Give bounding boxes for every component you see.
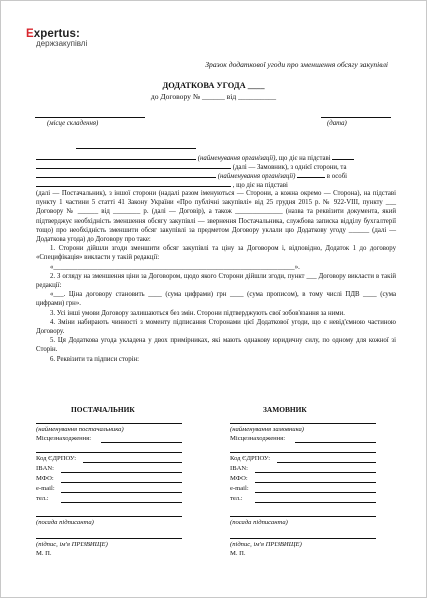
customer-email-rule — [255, 492, 376, 493]
supplier-basis-text: , що діє на підставі — [232, 182, 288, 189]
clause-1-specification: «_______________________________________________________________________». — [50, 263, 300, 271]
supplier-person-line — [297, 170, 325, 178]
supplier-edrpou-label: Код ЄДРПОУ: — [36, 455, 77, 462]
supplier-email-label: e-mail: — [36, 485, 55, 492]
document-title: ДОДАТКОВА УГОДА ____ — [162, 81, 265, 90]
supplier-mfo-rule — [61, 482, 182, 483]
supplier-iban-rule — [61, 472, 182, 473]
date-line — [321, 117, 391, 118]
place-line — [35, 117, 145, 118]
place-label: (місце складення) — [47, 120, 99, 127]
clause-3: 3. Усі інші умови Договору залишаються без змін. Сторони підтверджують свої зобов'язання за ними. — [50, 309, 345, 317]
customer-position-rule — [230, 516, 376, 517]
customer-basis-fill-line — [36, 161, 231, 169]
supplier-name-label: (найменування постачальника) — [36, 426, 124, 433]
clause-5: 5. Ця Додаткова угода укладена у двох примірниках, які мають однакову юридичну силу, по одному для кожної зі Сторін. — [36, 337, 396, 354]
logo-brand-initial: E — [26, 28, 34, 40]
customer-basis-line — [332, 152, 354, 160]
customer-name-label: (найменування замовника) — [230, 426, 304, 433]
customer-email-label: e-mail: — [230, 485, 249, 492]
customer-signature-rule — [230, 538, 376, 539]
customer-mfo-label: МФО: — [230, 475, 248, 482]
customer-org-label: (найменування організації) — [197, 155, 276, 162]
clause-1: 1. Сторони дійшли згоди зменшити обсяг закупівлі та ціну за Договором і, відповідно, Додаток 1 до договору «Специфікація» викласти у такій редакції: — [36, 245, 396, 262]
customer-mfo-rule — [255, 482, 376, 483]
supplier-person-fill-line — [36, 179, 231, 187]
supplier-stamp-label: М. П. — [36, 550, 52, 557]
supplier-email-rule — [61, 492, 182, 493]
expertus-logo — [26, 28, 87, 48]
supplier-title: ПОСТАЧАЛЬНИК — [71, 405, 135, 414]
sample-caption: Зразок додаткової угоди про зменшення обсягу закупівлі — [205, 60, 388, 69]
body-intro: (далі — Постачальник), з іншої сторони (надалі разом іменуються — Сторони, а кожна окремо — Сторона), на підставі пункту 1 частини 5 статті 41 Закону України «Про публічні закупівлі» від 25 грудня 2015 р. № 922-VIII, пункту ___ Договору № ______ від ________ р. (далі — Договір), а також ______________ (назва та реквізити документа, який підтверджує необхідність зменшення обсягу закупівлі — звернення Постачальника, службова записка відділу бухгалтерії тощо) про необхідність зменшити обсяг закупівлі за предметом Договору уклали цю Додаткову угоду ______ (далі — Додаткова угода) до Договору про таке: — [36, 190, 396, 244]
supplier-iban-label: IBAN: — [36, 465, 54, 472]
customer-location-label: Місцезнаходження: — [230, 435, 286, 442]
customer-edrpou-rule — [277, 462, 376, 463]
supplier-signature-rule — [36, 538, 182, 539]
supplier-name-rule — [36, 423, 182, 424]
supplier-location-rule — [101, 442, 182, 443]
supplier-location-label: Місцезнаходження: — [36, 435, 92, 442]
customer-position-label: (посада підписанта) — [230, 519, 288, 526]
clause-2-price: «___. Ціна договору становить ____ (сума цифрами) грн ____ (сума прописом), в тому числі ПДВ ____ (сума цифрами) грн». — [36, 291, 396, 308]
customer-basis-text: , що діє на підставі — [275, 155, 331, 162]
supplier-phone-rule — [61, 502, 182, 503]
supplier-name-line — [36, 170, 216, 178]
customer-name-line — [36, 152, 196, 160]
logo-brand-text: xpertus: — [33, 28, 80, 40]
customer-location-rule-2 — [230, 452, 376, 453]
supplier-signature-label: (підпис, ім'я ПРІЗВИЩЕ) — [36, 541, 108, 548]
document-subtitle: до Договору № ______ від __________ — [150, 92, 277, 101]
customer-phone-rule — [255, 502, 376, 503]
customer-location-rule — [295, 442, 376, 443]
customer-phone-label: тел.: — [230, 495, 243, 502]
logo-subtitle: держзакупівлі — [36, 39, 88, 48]
supplier-person-text: в особі — [326, 173, 348, 180]
party-fill-line — [76, 148, 196, 149]
customer-title: ЗАМОВНИК — [263, 405, 307, 414]
customer-edrpou-label: Код ЄДРПОУ: — [230, 455, 271, 462]
supplier-edrpou-rule — [83, 462, 182, 463]
supplier-phone-label: тел.: — [36, 495, 49, 502]
supplier-location-rule-2 — [36, 452, 182, 453]
customer-signature-label: (підпис, ім'я ПРІЗВИЩЕ) — [230, 541, 302, 548]
clause-6: 6. Реквізити та підписи сторін: — [50, 355, 140, 363]
supplier-mfo-label: МФО: — [36, 475, 54, 482]
customer-name-rule — [230, 423, 376, 424]
date-label: (дата) — [327, 120, 347, 127]
supplier-position-rule — [36, 516, 182, 517]
agreement-body — [36, 189, 396, 364]
customer-stamp-label: М. П. — [230, 550, 246, 557]
supplier-position-label: (посада підписанта) — [36, 519, 94, 526]
customer-side-text: (далі — Замовник), з однієї сторони, та — [232, 164, 347, 171]
customer-iban-rule — [255, 472, 376, 473]
clause-4: 4. Зміни набирають чинності з моменту підписання Сторонами цієї Додаткової угоди, що є невід'ємною частиною Договору. — [36, 318, 396, 336]
supplier-org-label: (найменування організації) — [217, 173, 296, 180]
clause-2: 2. З огляду на зменшення ціни за Договором, щодо якого Сторони дійшли згоди, пункт ___ Договору викласти в такій редакції: — [36, 272, 396, 290]
customer-iban-label: IBAN: — [230, 465, 248, 472]
